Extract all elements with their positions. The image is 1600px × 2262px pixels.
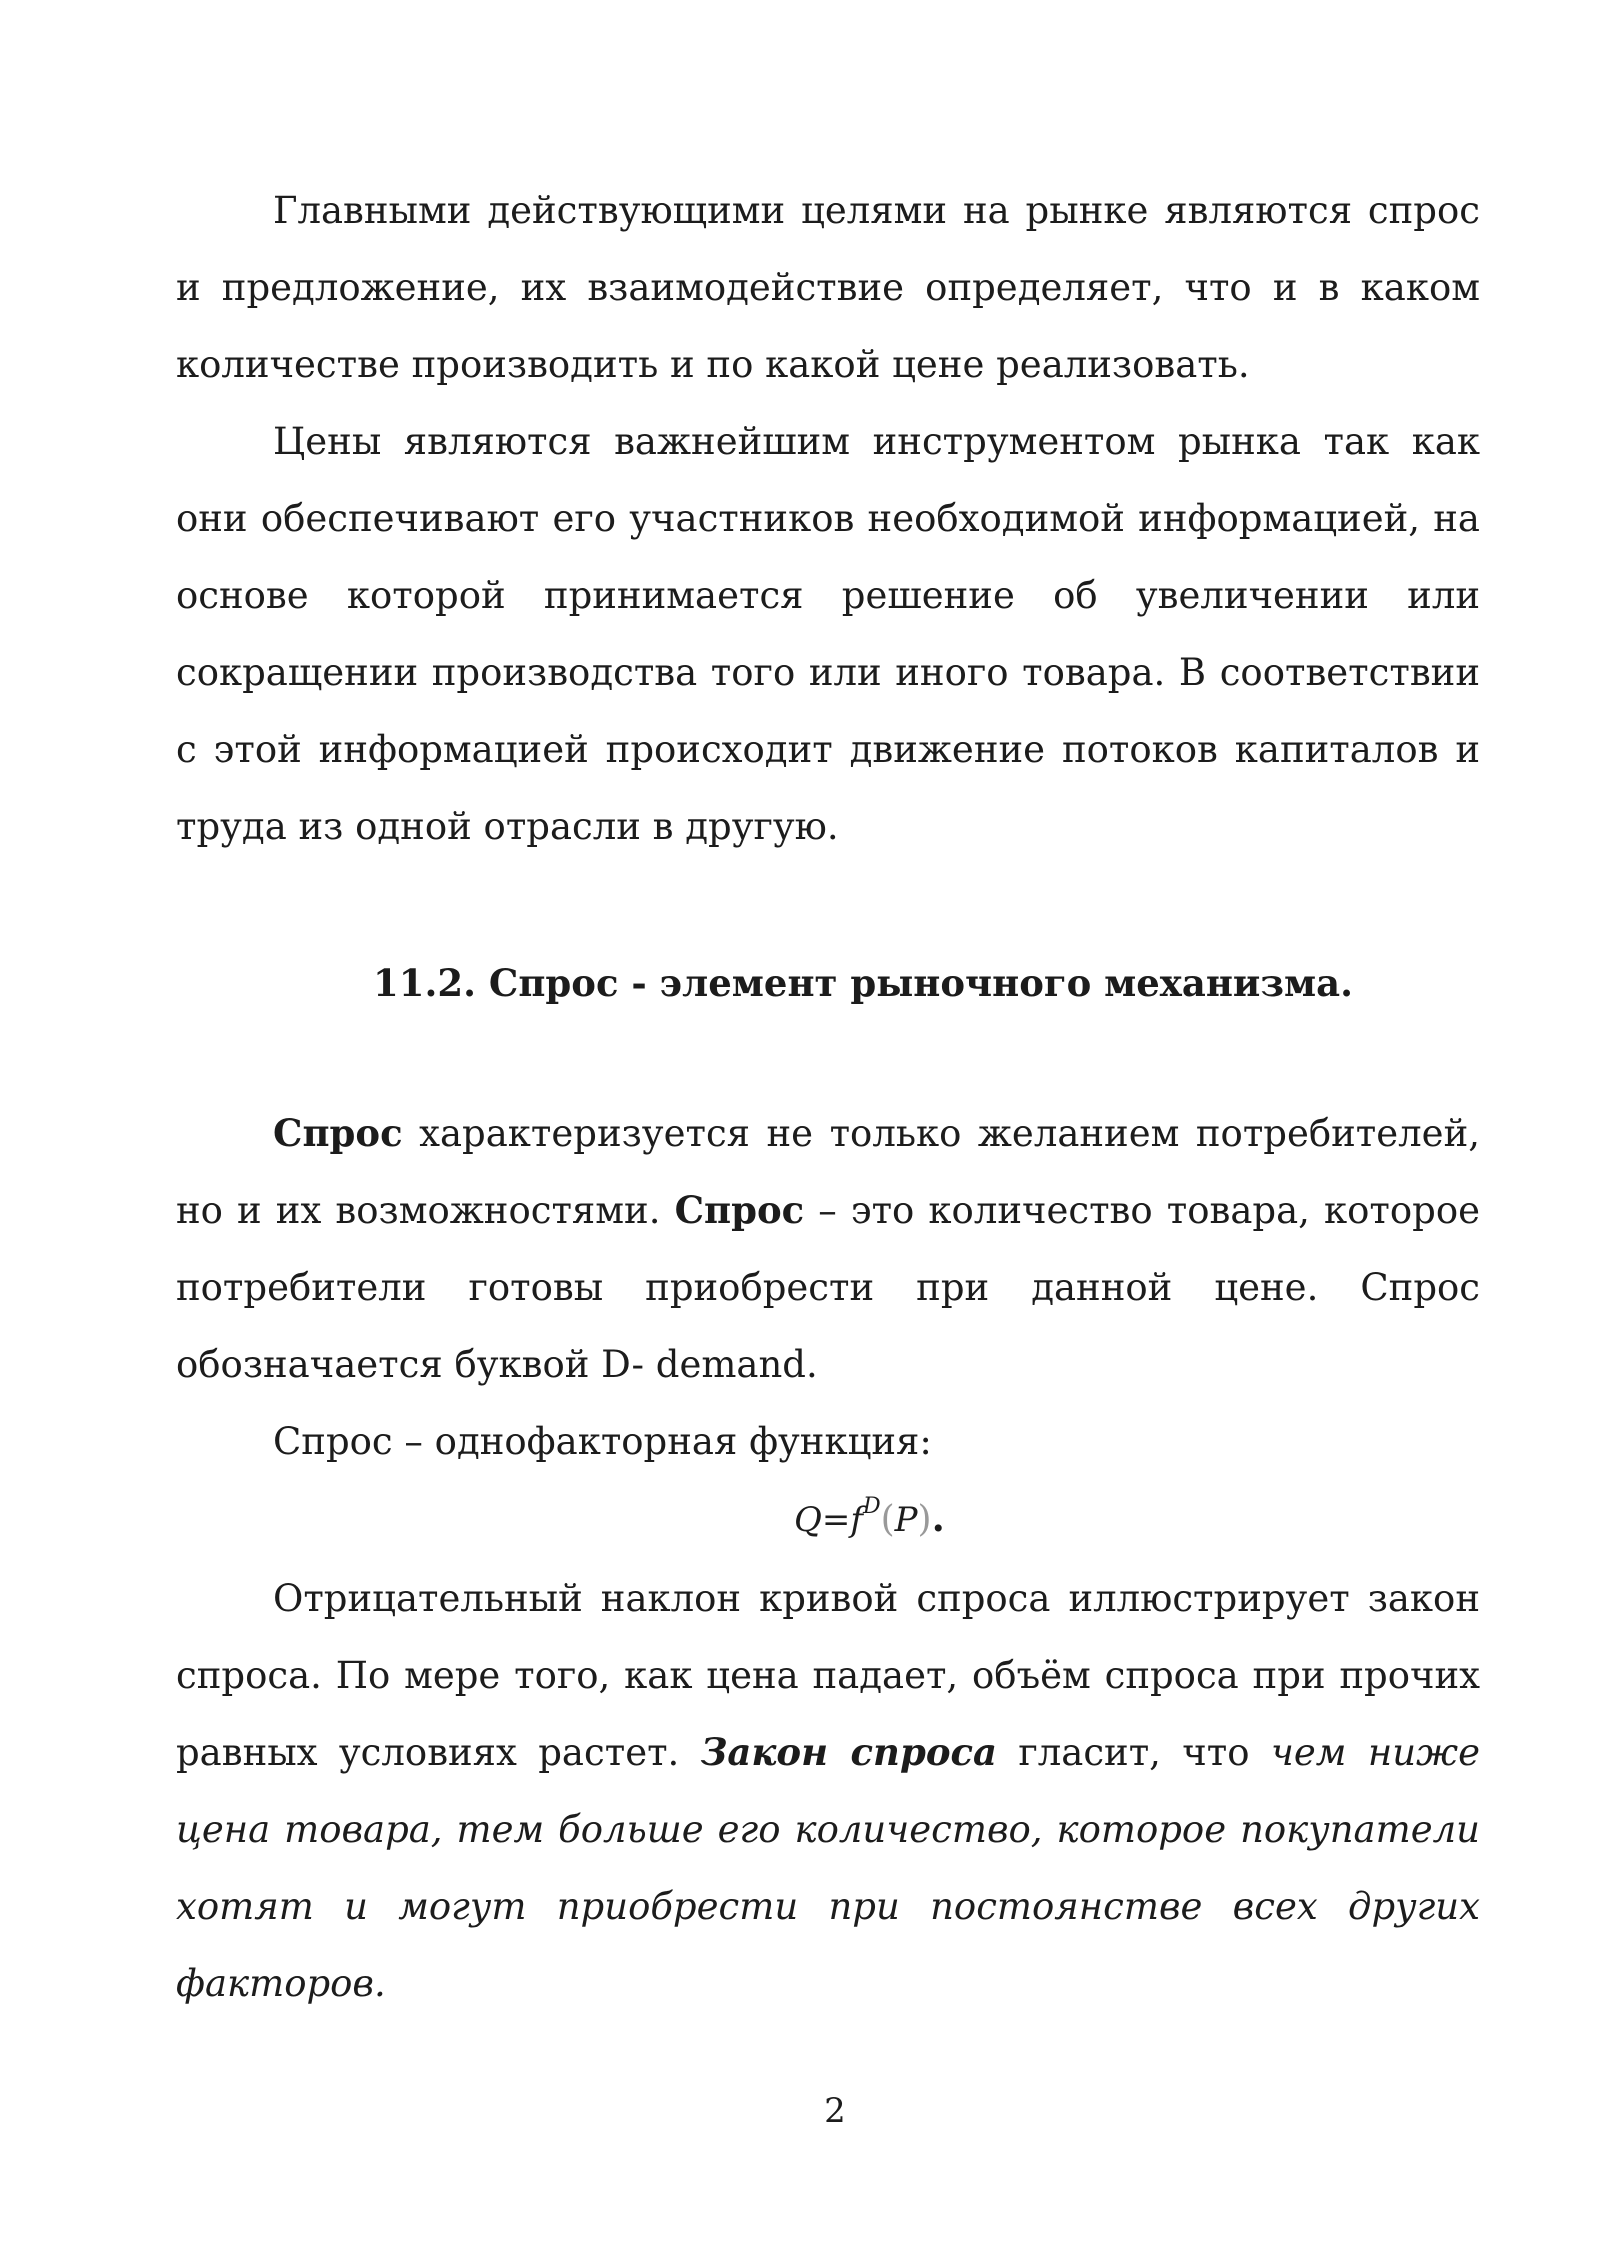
formula-argument: P: [894, 1500, 918, 1540]
term-demand-2: Спрос: [674, 1188, 805, 1232]
paragraph-prices: Цены являются важнейшим инструментом рынка так как они обеспечивают его участников необходимой информацией, на основе которой принимается решение об увеличении или сокращении производства того или иного товара. В соответствии с этой информацией происходит движение потоков капиталов и труда из одной отрасли в другую.: [176, 420, 1480, 848]
definition-text-2: – это количество товара, которое потребители готовы приобрести при данной цене. Спрос обозначается буквой D- demand.: [176, 1189, 1480, 1386]
formula-terminator: .: [931, 1495, 945, 1540]
formula-lhs: Q=f: [794, 1500, 863, 1540]
formula-open-paren: (: [880, 1499, 895, 1540]
formula-close-paren: ): [917, 1499, 932, 1540]
definition-text-1: характеризуется не только желанием потребителей, но и их возможностями.: [176, 1112, 1480, 1232]
term-demand: Спрос: [273, 1111, 403, 1155]
intro-section: [176, 172, 1480, 865]
formula-expression: [794, 1478, 945, 1560]
term-law-of-demand: Закон спроса: [700, 1730, 998, 1774]
demand-section: [176, 1095, 1480, 2022]
paragraph-law-of-demand: [176, 1560, 1480, 2022]
demand-formula: [176, 1480, 1480, 1560]
paragraph-market-forces: Главными действующими целями на рынке являются спрос и предложение, их взаимодействие определяет, что и в каком количестве производить и по какой цене реализовать.: [176, 189, 1480, 386]
formula-superscript: D: [862, 1493, 881, 1519]
law-text-2: гласит, что: [997, 1731, 1271, 1774]
law-text-1: Отрицательный наклон кривой спроса иллюстрирует закон спроса. По мере того, как цена падает, объём спроса при прочих равных условиях растет.: [176, 1577, 1480, 1774]
page-number: 2: [824, 2091, 846, 2131]
paragraph-function-intro: Спрос – однофакторная функция:: [273, 1420, 932, 1463]
paragraph-demand-definition: [176, 1095, 1480, 1403]
law-statement: чем ниже цена товара, тем больше его количество, которое покупатели хотят и могут приобрести при постоянстве всех других факторов.: [176, 1731, 1481, 2005]
section-heading: 11.2. Спрос - элемент рыночного механизма.: [373, 961, 1353, 1005]
